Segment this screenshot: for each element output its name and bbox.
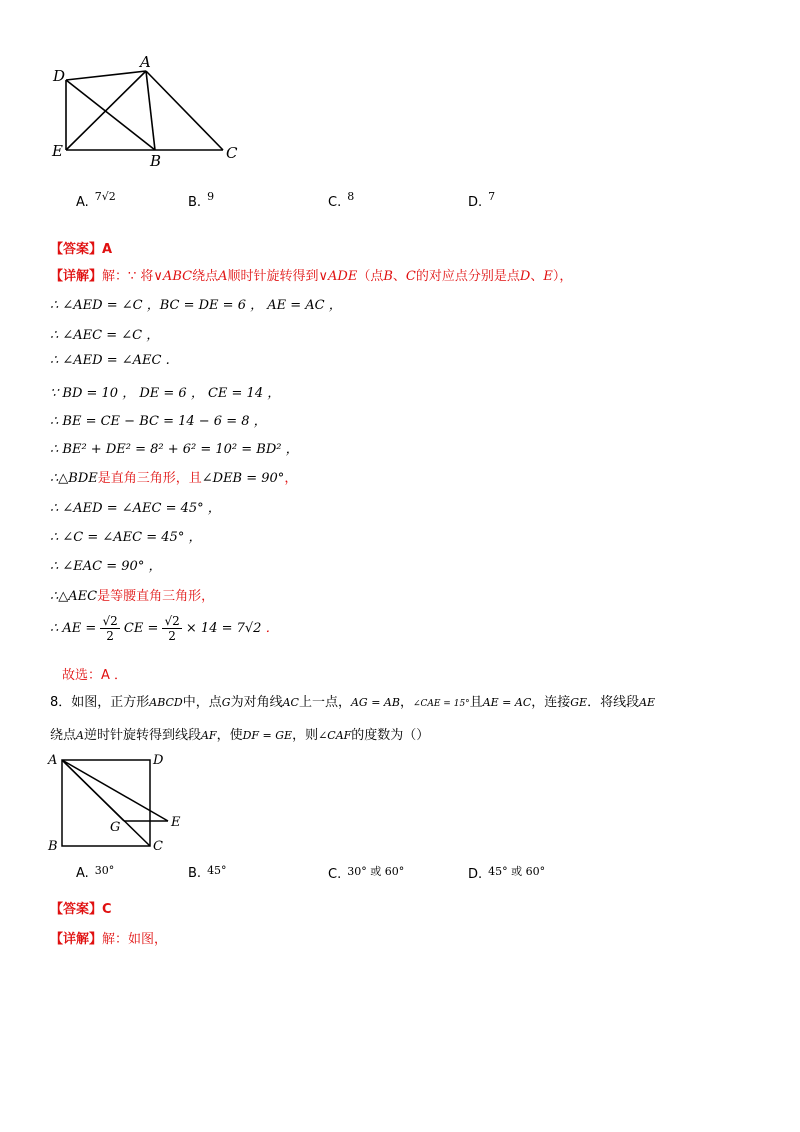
q8-text: ．将线段 xyxy=(587,695,640,710)
intro-text: ）， xyxy=(552,269,573,284)
intro-point: A xyxy=(218,269,228,284)
option-value: 7 xyxy=(488,190,496,203)
option-value: 45° 或 60° xyxy=(488,865,546,878)
step-text: 是等腰直角三角形， xyxy=(97,589,215,604)
final-text: ． xyxy=(265,621,279,636)
solution-step-1: ∴ ∠AED = ∠C ，BC = DE = 6 ， AE = AC ， xyxy=(50,298,342,313)
q8-math: ∠CAE = 15° xyxy=(412,699,470,709)
q8-text: 上一点， xyxy=(298,695,351,710)
option-letter: D. xyxy=(468,867,483,882)
q7-choose: 故选：A ． xyxy=(62,668,128,683)
q7-option-b xyxy=(188,190,215,210)
final-text: CE = xyxy=(123,621,159,636)
step-text: ∴△BDE xyxy=(50,471,98,486)
option-value: 7√2 xyxy=(94,190,116,203)
q8-option-a xyxy=(76,866,114,881)
solution-step-isosceles xyxy=(50,585,214,604)
q8-statement-line-1 xyxy=(50,691,655,710)
intro-text: 解：∵ 将 xyxy=(102,269,154,284)
solution-final-step xyxy=(50,614,279,643)
q8-text: 逆时针旋转得到线段 xyxy=(83,728,201,743)
option-value: 30° xyxy=(94,864,115,877)
solution-step-5: ∴ BE = CE − BC = 14 − 6 = 8 ， xyxy=(50,414,267,429)
option-value: 45° xyxy=(207,864,227,877)
q8-option-b xyxy=(188,866,227,881)
q8-text: 8．如图，正方形 xyxy=(50,695,150,710)
option-value: 9 xyxy=(207,190,215,203)
intro-triangle-abc: ∨ABC xyxy=(153,269,193,284)
answer-tag: 【答案】 xyxy=(50,902,103,917)
label-A: A xyxy=(140,53,151,71)
option-value: 30° 或 60° xyxy=(347,865,405,878)
q8-math: AG = AB xyxy=(350,696,400,709)
q8-math: DF = GE xyxy=(242,729,293,742)
label-B: B xyxy=(150,152,162,170)
label-D: D xyxy=(153,753,164,768)
label-E: E xyxy=(171,815,181,830)
intro-text: （点 xyxy=(357,269,384,284)
option-letter: B. xyxy=(188,866,202,881)
q8-text: ， xyxy=(399,695,413,710)
q8-text: ，连接 xyxy=(531,695,571,710)
answer-tag: 【答案】 xyxy=(50,242,103,257)
q7-answer xyxy=(50,238,112,257)
q8-text: 为对角线 xyxy=(230,695,283,710)
q8-text: 且 xyxy=(469,695,483,710)
q8-text: ，则 xyxy=(292,728,319,743)
step-text: 是直角三角形，且 xyxy=(97,471,202,486)
intro-text: 的对应点分别是点 xyxy=(415,269,520,284)
intro-text: 、 xyxy=(392,269,406,284)
solution-step-2: ∴ ∠AEC = ∠C ， xyxy=(50,328,160,343)
solution-step-3: ∴ ∠AED = ∠AEC . xyxy=(50,353,170,368)
q8-math: GE xyxy=(570,696,588,709)
intro-text: 顺时针旋转得到 xyxy=(227,269,319,284)
intro-text: 、 xyxy=(530,269,544,284)
detail-text: 解：如图， xyxy=(102,932,168,947)
q8-answer xyxy=(50,898,112,917)
fraction-numerator: √2 xyxy=(102,614,118,628)
label-C: C xyxy=(226,144,238,162)
fraction-denominator: 2 xyxy=(168,629,176,643)
fraction-numerator: √2 xyxy=(164,614,180,628)
point-d: D xyxy=(519,269,531,284)
point-e: E xyxy=(543,269,553,284)
segment-DA xyxy=(66,71,146,80)
fraction-1 xyxy=(100,614,119,643)
solution-step-4: ∵ BD = 10 ， DE = 6 ， CE = 14 ， xyxy=(50,386,281,401)
fraction-2 xyxy=(162,614,181,643)
solution-step-8: ∴ ∠C = ∠AEC = 45° ， xyxy=(50,530,202,545)
solution-step-right-triangle xyxy=(50,467,297,486)
solution-step-7: ∴ ∠AED = ∠AEC = 45° ， xyxy=(50,501,221,516)
q8-math: AE = AC xyxy=(482,696,532,709)
point-c: C xyxy=(405,269,416,284)
step-text: ， xyxy=(284,471,298,486)
figure-2-diagram xyxy=(40,750,200,855)
q8-math: ∠CAF xyxy=(318,729,352,742)
option-letter: D. xyxy=(468,195,483,210)
option-letter: B. xyxy=(188,195,202,210)
final-text: × 14 = 7√2 xyxy=(185,621,262,636)
q8-math: AF xyxy=(200,729,217,742)
q8-option-c xyxy=(328,866,404,882)
intro-text: 绕点 xyxy=(192,269,219,284)
detail-tag: 【详解】 xyxy=(50,269,103,284)
step-text: ∠DEB = 90° xyxy=(201,471,285,486)
figure-1-diagram xyxy=(40,50,250,170)
segment-AC xyxy=(146,71,223,150)
q7-solution-intro xyxy=(50,265,572,284)
q8-option-d xyxy=(468,866,545,882)
label-G: G xyxy=(110,820,121,835)
option-letter: A. xyxy=(76,195,89,210)
q8-detail xyxy=(50,928,167,947)
q8-math: ABCD xyxy=(149,696,183,709)
q8-text: 的度数为（） xyxy=(351,728,430,743)
q8-math: A xyxy=(76,729,84,742)
q8-statement-line-2 xyxy=(50,724,429,743)
q8-math: G xyxy=(221,696,231,709)
solution-step-9: ∴ ∠EAC = 90° ， xyxy=(50,559,162,574)
fraction-denominator: 2 xyxy=(106,629,114,643)
answer-value: C xyxy=(102,902,112,917)
answer-value: A xyxy=(102,242,113,257)
option-letter: A. xyxy=(76,866,89,881)
solution-step-6: ∴ BE² + DE² = 8² + 6² = 10² = BD² ， xyxy=(50,442,299,457)
q7-option-a xyxy=(76,190,116,210)
q8-text: ，使 xyxy=(216,728,243,743)
q8-math: AE xyxy=(639,696,656,709)
label-C: C xyxy=(153,839,163,854)
detail-tag: 【详解】 xyxy=(50,932,103,947)
option-value: 8 xyxy=(347,190,355,203)
intro-triangle-ade: ∨ADE xyxy=(318,269,358,284)
option-letter: C. xyxy=(328,195,342,210)
segment-AB xyxy=(146,71,155,150)
step-text: ∴△AEC xyxy=(50,589,98,604)
final-text: ∴ AE = xyxy=(50,621,97,636)
segment-DB xyxy=(66,80,155,150)
label-B: B xyxy=(48,839,58,854)
q8-math: AC xyxy=(282,696,299,709)
option-letter: C. xyxy=(328,867,342,882)
q8-text: 中，点 xyxy=(182,695,222,710)
label-A: A xyxy=(48,753,58,768)
point-b: B xyxy=(383,269,393,284)
q8-text: 绕点 xyxy=(50,728,77,743)
label-D: D xyxy=(53,67,66,85)
label-E: E xyxy=(52,142,63,160)
q7-option-d xyxy=(468,190,496,210)
q7-option-c xyxy=(328,190,355,210)
